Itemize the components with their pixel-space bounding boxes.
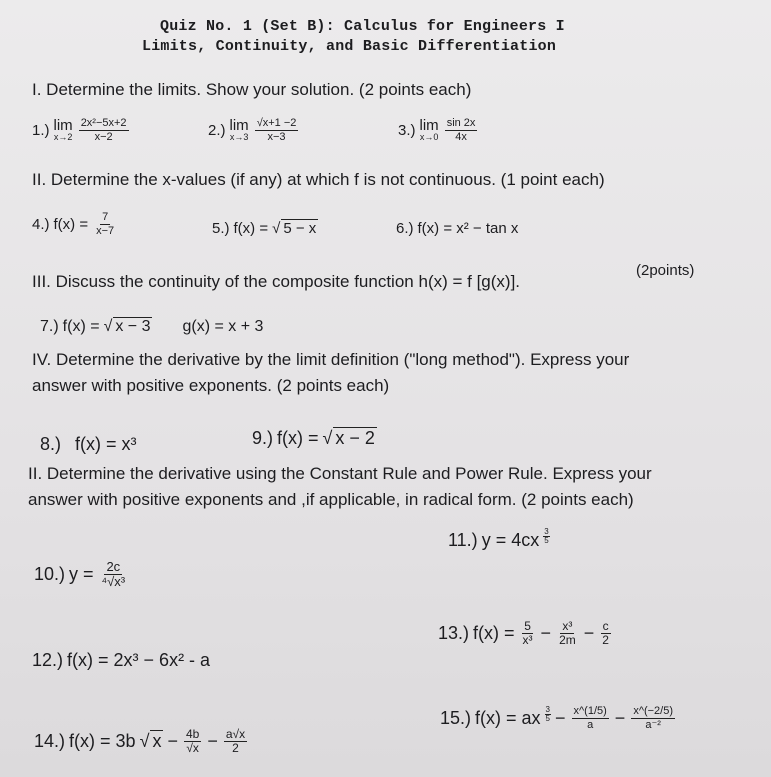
section-5-heading-line1: II. Determine the derivative using the Constant Rule and Power Rule. Express your [28,464,652,483]
problem-14: 14.) f(x) = 3b √ x − $\frac{4b}{√x}$ − $\frac{a√x}{2}$ [34,727,246,755]
problem-11: 11.) y = 4cx $\frac{3}{5}$ [448,527,549,550]
problem-15: 15.) f(x) = ax $\frac{3}{5}$ − $\frac{x\^{}(1/5)}{a}$ − $\frac{x\^{}(-2/5)}{\text{a⁻²}}$ [440,704,674,731]
problem-3: 3.) lim x→0 $\frac{\sin 2x}{4x}$ [398,117,476,143]
problem-5: 5.) f(x) = √ 5 − x [212,220,317,237]
problem-2: 2.) lim x→3 $\frac{√x+1 -2}{x-3}$ [208,117,297,143]
quiz-subtitle: Limits, Continuity, and Basic Differentiation [142,38,557,55]
section-4-heading-line2: answer with positive exponents. (2 points each) [32,376,390,395]
problem-1: 1.) lim x→2 $\frac{\text{2x²−5x+2}}{x-2}$ [32,117,127,143]
section-2-heading: II. Determine the x-values (if any) at which f is not continuous. (1 point each) [32,170,605,189]
problem-12: 12.) f(x) = 2x³ − 6x² - a [32,650,211,670]
problem-13: 13.) f(x) = $\frac{5}{\text{x³}}$ − $\frac{\text{x³}}{2m}$ − $\frac{c}{2}$ [438,619,609,647]
problem-6: 6.) f(x) = x² − tan x [396,220,519,237]
quiz-title: Quiz No. 1 (Set B): Calculus for Engineers I [160,18,565,35]
problem-9: 9.) f(x) = √ x − 2 [252,428,375,448]
problem-4: 4.) f(x) = $\frac{7}{x-7}$ [32,211,115,237]
section-5-heading-line2: answer with positive exponents and ,if applicable, in radical form. (2 points each) [28,490,634,509]
problem-7: 7.) f(x) = √ x − 3 g(x) = x + 3 [40,318,264,335]
section-3-heading: III. Discuss the continuity of the composite function h(x) = f [g(x)]. [32,272,521,291]
problem-10: 10.) y = $\frac{2c}{\text{⁴√x³}}$ [34,559,126,589]
problem-8: 8.) f(x) = x³ [40,434,137,454]
section-1-heading: I. Determine the limits. Show your solution. (2 points each) [32,80,472,99]
section-3-points: (2points) [636,262,695,279]
section-4-heading-line1: IV. Determine the derivative by the limit definition ("long method"). Express your [32,350,630,369]
